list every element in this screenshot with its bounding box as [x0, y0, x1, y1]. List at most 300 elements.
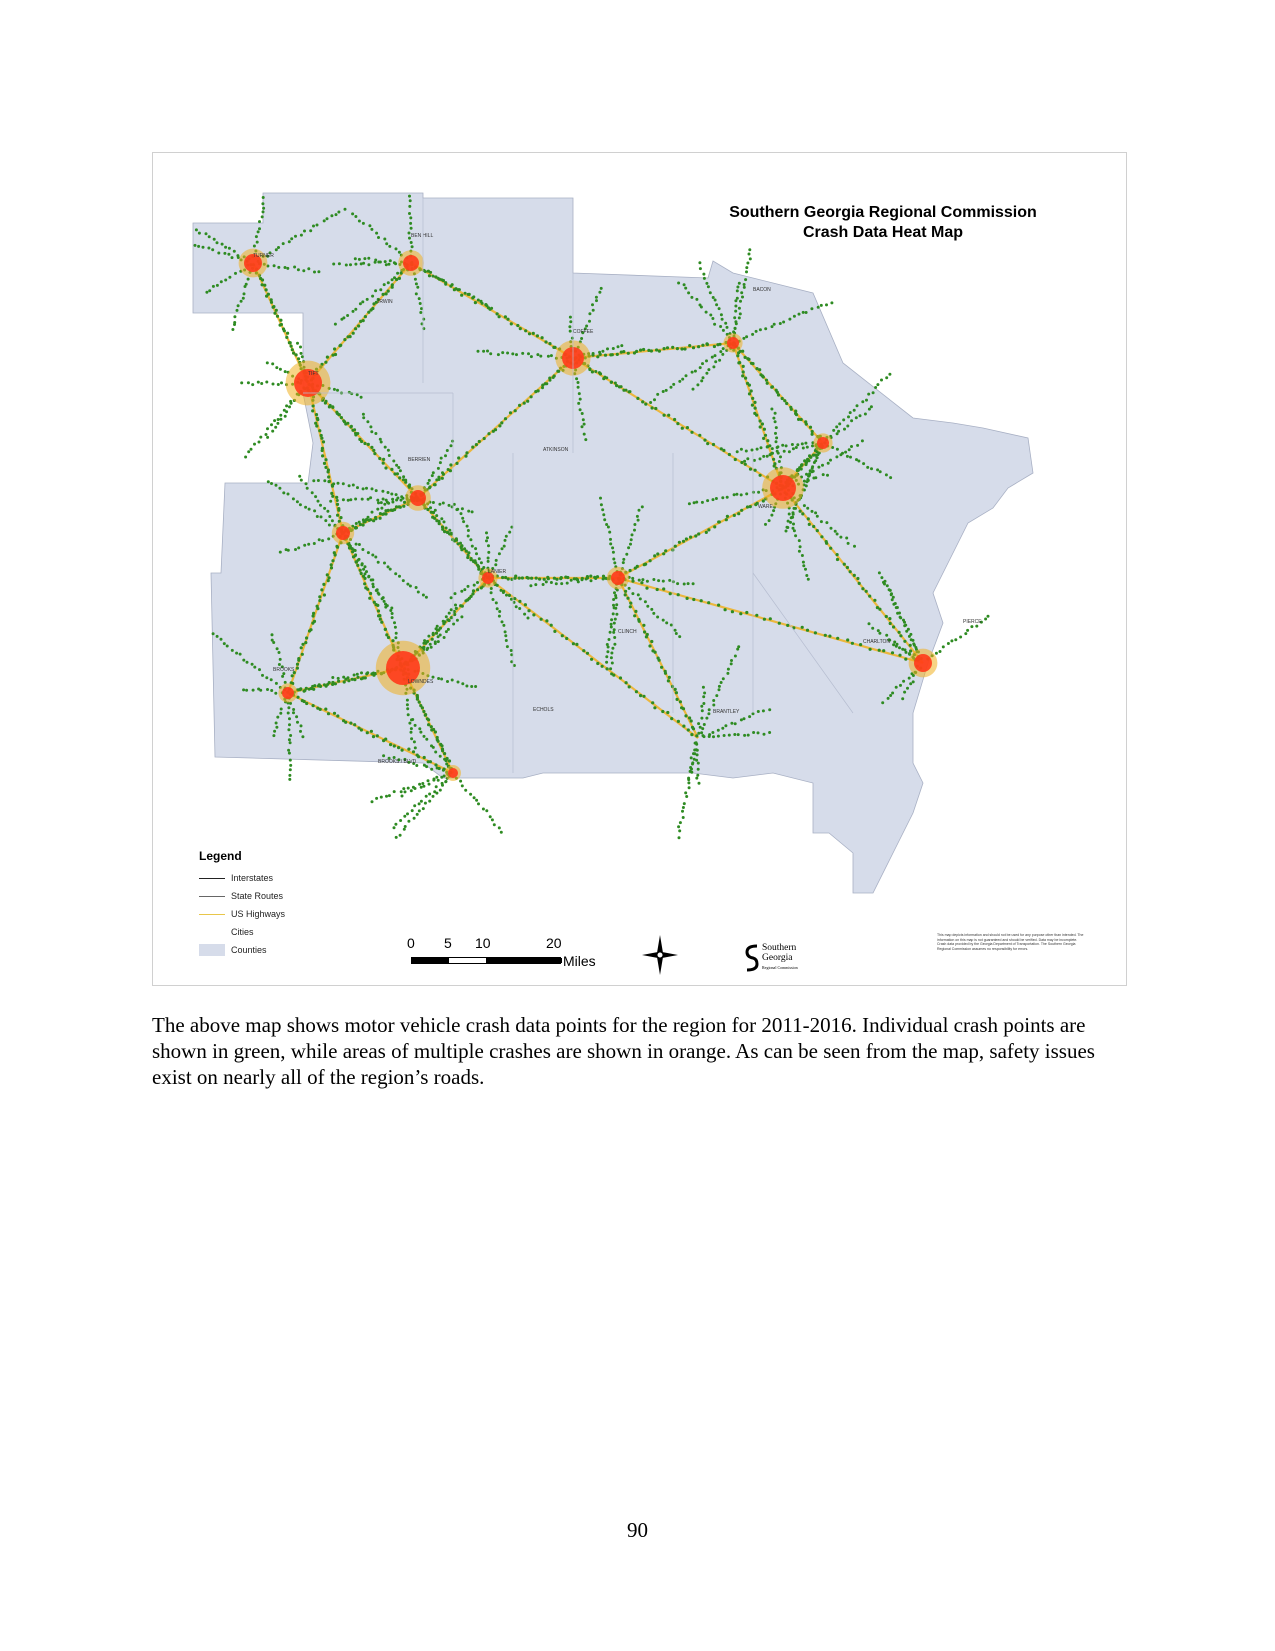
crash-point: [712, 699, 715, 702]
crash-point: [433, 778, 436, 781]
crash-point: [744, 278, 747, 281]
crash-point: [891, 598, 894, 601]
crash-point: [410, 727, 413, 730]
crash-point: [296, 500, 299, 503]
crash-point: [470, 557, 473, 560]
crash-point: [643, 630, 646, 633]
crash-point: [413, 817, 416, 820]
crash-point: [286, 267, 289, 270]
crash-point: [464, 599, 467, 602]
crash-point: [705, 359, 708, 362]
crash-point: [791, 516, 794, 519]
crash-point: [266, 361, 269, 364]
crash-point: [908, 677, 911, 680]
crash-point: [506, 352, 509, 355]
crash-point: [641, 505, 644, 508]
legend-label: State Routes: [231, 891, 284, 901]
crash-point: [703, 439, 706, 442]
crash-point: [300, 234, 303, 237]
crash-point: [532, 332, 535, 335]
crash-point: [297, 659, 300, 662]
crash-point: [303, 230, 306, 233]
crash-point: [409, 585, 412, 588]
scale-segment: [412, 958, 449, 963]
crash-point: [717, 735, 720, 738]
crash-point: [696, 749, 699, 752]
crash-point: [441, 782, 444, 785]
crash-point: [292, 711, 295, 714]
crash-point: [713, 525, 716, 528]
crash-point: [606, 347, 609, 350]
crash-point: [323, 507, 326, 510]
crash-point: [335, 213, 338, 216]
crash-point: [250, 448, 253, 451]
crash-point: [434, 509, 437, 512]
map-title-line1: Southern Georgia Regional Commission: [729, 204, 1037, 221]
crash-point: [394, 572, 397, 575]
crash-point: [683, 283, 686, 286]
crash-point: [358, 558, 361, 561]
crash-point: [263, 284, 266, 287]
crash-point: [826, 474, 829, 477]
crash-point: [440, 278, 443, 281]
crash-point: [739, 612, 742, 615]
crash-point: [424, 270, 427, 273]
crash-point: [612, 558, 615, 561]
crash-point: [896, 606, 899, 609]
crash-point: [738, 282, 741, 285]
crash-point: [437, 740, 440, 743]
crash-point: [474, 301, 477, 304]
crash-point: [824, 634, 827, 637]
crash-point: [489, 352, 492, 355]
crash-point: [807, 479, 810, 482]
crash-point: [417, 755, 420, 758]
crash-point: [394, 262, 397, 265]
crash-point: [408, 483, 411, 486]
crash-point: [461, 517, 464, 520]
crash-point: [236, 309, 239, 312]
crash-point: [518, 404, 521, 407]
crash-point: [353, 428, 356, 431]
crash-point: [467, 554, 470, 557]
crash-point: [759, 425, 762, 428]
crash-point: [358, 543, 361, 546]
crash-point: [759, 328, 762, 331]
crash-point: [472, 589, 475, 592]
crash-point: [521, 576, 524, 579]
crash-point: [324, 361, 327, 364]
crash-point: [406, 707, 409, 710]
crash-point: [387, 449, 390, 452]
crash-point: [679, 821, 682, 824]
crash-point: [796, 443, 799, 446]
crash-point: [490, 587, 493, 590]
crash-point: [774, 412, 777, 415]
crash-point: [333, 388, 336, 391]
crash-point: [432, 632, 435, 635]
crash-point: [763, 733, 766, 736]
crash-point: [752, 731, 755, 734]
crash-point: [469, 538, 472, 541]
crash-point: [337, 211, 340, 214]
crash-point: [437, 779, 440, 782]
crash-point: [939, 650, 942, 653]
crash-point: [594, 577, 597, 580]
crash-point: [629, 569, 632, 572]
crash-point: [282, 491, 285, 494]
crash-point: [323, 683, 326, 686]
crash-point: [385, 263, 388, 266]
crash-point: [212, 632, 215, 635]
crash-point: [366, 588, 369, 591]
map-caption: The above map shows motor vehicle crash data points for the region for 2011-2016. Individual crash points are shown in green, while areas of multiple crashes are shown in orange. As can be seen from the map, safety issues exist on nearly all of the region’s roads.: [152, 1013, 1095, 1089]
crash-point: [553, 577, 556, 580]
crash-point: [337, 677, 340, 680]
crash-point: [850, 419, 853, 422]
crash-point: [631, 533, 634, 536]
map-title-line2: Crash Data Heat Map: [802, 224, 964, 241]
state-route-line-icon: [199, 891, 225, 901]
crash-point: [271, 430, 274, 433]
crash-point: [612, 598, 615, 601]
crash-point: [889, 694, 892, 697]
crash-point: [640, 581, 643, 584]
crash-point: [361, 562, 364, 565]
crash-point: [448, 529, 451, 532]
crash-point: [902, 680, 905, 683]
crash-point: [384, 260, 387, 263]
crash-point: [809, 426, 812, 429]
crash-point: [491, 818, 494, 821]
crash-point: [455, 287, 458, 290]
crash-point: [434, 751, 437, 754]
crash-point: [698, 261, 701, 264]
crash-point: [702, 273, 705, 276]
crash-point: [697, 762, 700, 765]
crash-point: [609, 631, 612, 634]
city-label: BROOKS / BLVD: [378, 759, 417, 765]
crash-point: [351, 212, 354, 215]
crash-point: [418, 701, 421, 704]
crash-point: [460, 512, 463, 515]
crash-point: [868, 622, 871, 625]
crash-point: [829, 547, 832, 550]
crash-point: [454, 592, 457, 595]
crash-point: [266, 427, 269, 430]
crash-point: [853, 574, 856, 577]
crash-point: [305, 702, 308, 705]
crash-point: [912, 639, 915, 642]
crash-point: [850, 445, 853, 448]
crash-point: [280, 708, 283, 711]
crash-point: [500, 589, 503, 592]
crash-point: [306, 487, 309, 490]
crash-point: [289, 768, 292, 771]
crash-point: [721, 353, 724, 356]
crash-point: [437, 640, 440, 643]
crash-point: [362, 518, 365, 521]
crash-point: [813, 461, 816, 464]
crash-point: [586, 652, 589, 655]
crash-point: [639, 694, 642, 697]
crash-point: [284, 370, 287, 373]
crash-point: [351, 678, 354, 681]
crash-point: [606, 650, 609, 653]
crash-point: [766, 446, 769, 449]
crash-point: [288, 240, 291, 243]
crash-point: [637, 593, 640, 596]
crash-point: [495, 601, 498, 604]
crash-point: [434, 642, 437, 645]
crash-point: [724, 724, 727, 727]
crash-point: [412, 750, 415, 753]
crash-point: [395, 499, 398, 502]
crash-point: [605, 376, 608, 379]
crash-point: [807, 578, 810, 581]
crash-point: [290, 237, 293, 240]
crash-point: [425, 738, 428, 741]
counties-region: [193, 193, 1033, 893]
crash-point: [324, 708, 327, 711]
crash-point: [871, 627, 874, 630]
crash-point: [320, 437, 323, 440]
crash-point: [847, 542, 850, 545]
crash-point: [326, 683, 329, 686]
crash-point: [577, 580, 580, 583]
crash-point: [724, 322, 727, 325]
crash-point: [755, 614, 758, 617]
crash-point: [642, 348, 645, 351]
crash-point: [530, 395, 533, 398]
crash-point: [891, 692, 894, 695]
crash-point: [762, 375, 765, 378]
crash-point: [701, 727, 704, 730]
crash-point: [291, 674, 294, 677]
crash-point: [825, 521, 828, 524]
crash-point: [440, 744, 443, 747]
crash-point: [380, 621, 383, 624]
crash-point: [764, 327, 767, 330]
crash-point: [740, 291, 743, 294]
crash-point: [583, 423, 586, 426]
crash-point: [339, 516, 342, 519]
crash-point: [510, 649, 513, 652]
crash-point: [441, 477, 444, 480]
crash-point: [791, 443, 794, 446]
crash-point: [374, 556, 377, 559]
crash-point: [707, 528, 710, 531]
crash-point: [375, 797, 378, 800]
crash-point: [832, 429, 835, 432]
crash-point: [331, 676, 334, 679]
crash-point: [719, 350, 722, 353]
crash-point: [550, 581, 553, 584]
crash-point: [500, 831, 503, 834]
crash-point: [435, 478, 438, 481]
crash-point: [418, 727, 421, 730]
crash-point: [841, 452, 844, 455]
crash-point: [455, 508, 458, 511]
crash-point: [490, 307, 493, 310]
crash-point: [273, 312, 276, 315]
crash-point: [360, 572, 363, 575]
crash-point: [890, 593, 893, 596]
crash-point: [261, 278, 264, 281]
crash-point: [538, 578, 541, 581]
crash-point: [690, 771, 693, 774]
crash-point: [545, 382, 548, 385]
crash-point: [355, 526, 358, 529]
crash-point: [311, 685, 314, 688]
crash-point: [388, 794, 391, 797]
crash-point: [235, 652, 238, 655]
crash-point: [362, 413, 365, 416]
crash-point: [602, 578, 605, 581]
crash-point: [420, 800, 423, 803]
scale-segment: [486, 958, 562, 963]
crash-point: [696, 774, 699, 777]
crash-point: [477, 299, 480, 302]
crash-point: [337, 413, 340, 416]
crash-point: [411, 245, 414, 248]
crash-point: [892, 596, 895, 599]
crash-point: [321, 449, 324, 452]
hotspot: [448, 768, 458, 778]
logo-line2: Georgia: [762, 953, 793, 963]
crash-point: [521, 352, 524, 355]
crash-point: [279, 418, 282, 421]
crash-point: [360, 677, 363, 680]
crash-point: [330, 214, 333, 217]
crash-point: [397, 746, 400, 749]
crash-point: [278, 663, 281, 666]
crash-point: [633, 529, 636, 532]
crash-point: [600, 503, 603, 506]
crash-point: [631, 580, 634, 583]
crash-point: [662, 390, 665, 393]
crash-point: [785, 402, 788, 405]
crash-point: [502, 591, 505, 594]
crash-point: [471, 446, 474, 449]
crash-point: [483, 437, 486, 440]
crash-point: [846, 566, 849, 569]
crash-point: [746, 505, 749, 508]
crash-point: [714, 360, 717, 363]
crash-point: [518, 600, 521, 603]
crash-point: [304, 506, 307, 509]
crash-point: [668, 676, 671, 679]
crash-point: [561, 634, 564, 637]
crash-point: [861, 587, 864, 590]
crash-point: [744, 377, 747, 380]
crash-point: [798, 313, 801, 316]
crash-point: [740, 718, 743, 721]
crash-point: [802, 447, 805, 450]
crash-point: [279, 324, 282, 327]
crash-point: [327, 537, 330, 540]
crash-point: [817, 466, 820, 469]
crash-point: [275, 366, 278, 369]
crash-point: [272, 383, 275, 386]
crash-point: [687, 778, 690, 781]
crash-point: [410, 731, 413, 734]
crash-point: [757, 491, 760, 494]
crash-point: [711, 317, 714, 320]
crash-point: [423, 735, 426, 738]
crash-point: [527, 609, 530, 612]
crash-point: [318, 538, 321, 541]
crash-point: [654, 407, 657, 410]
crash-point: [387, 290, 390, 293]
crash-point: [409, 199, 412, 202]
crash-point: [428, 793, 431, 796]
crash-point: [382, 462, 385, 465]
crash-point: [682, 725, 685, 728]
crash-point: [624, 590, 627, 593]
crash-point: [320, 515, 323, 518]
crash-point: [646, 580, 649, 583]
crash-point: [428, 800, 431, 803]
crash-point: [389, 568, 392, 571]
crash-point: [616, 353, 619, 356]
crash-point: [383, 562, 386, 565]
crash-point: [445, 615, 448, 618]
crash-point: [829, 459, 832, 462]
crash-point: [296, 342, 299, 345]
crash-point: [778, 622, 781, 625]
crash-point: [276, 647, 279, 650]
crash-point: [359, 320, 362, 323]
crash-point: [782, 321, 785, 324]
crash-point: [525, 576, 528, 579]
crash-point: [901, 697, 904, 700]
crash-point: [313, 509, 316, 512]
crash-point: [625, 681, 628, 684]
logo-mark-icon: [745, 944, 759, 972]
crash-point: [701, 362, 704, 365]
crash-point: [487, 560, 490, 563]
crash-point: [690, 719, 693, 722]
crash-point: [288, 738, 291, 741]
crash-point: [433, 517, 436, 520]
crash-point: [629, 605, 632, 608]
crash-point: [409, 222, 412, 225]
crash-point: [413, 740, 416, 743]
crash-point: [258, 441, 261, 444]
crash-point: [410, 241, 413, 244]
crash-point: [774, 420, 777, 423]
crash-point: [475, 443, 478, 446]
crash-point: [534, 583, 537, 586]
scale-track: [411, 957, 561, 964]
crash-point: [438, 503, 441, 506]
crash-point: [802, 564, 805, 567]
crash-point: [740, 448, 743, 451]
legend-label: Cities: [231, 927, 254, 937]
crash-point: [627, 546, 630, 549]
crash-point: [703, 277, 706, 280]
crash-point: [342, 676, 345, 679]
crash-point: [360, 440, 363, 443]
crash-point: [705, 717, 708, 720]
crash-point: [469, 793, 472, 796]
crash-point: [288, 778, 291, 781]
crash-point: [770, 408, 773, 411]
crash-point: [266, 436, 269, 439]
crash-point: [612, 551, 615, 554]
crash-point: [548, 342, 551, 345]
